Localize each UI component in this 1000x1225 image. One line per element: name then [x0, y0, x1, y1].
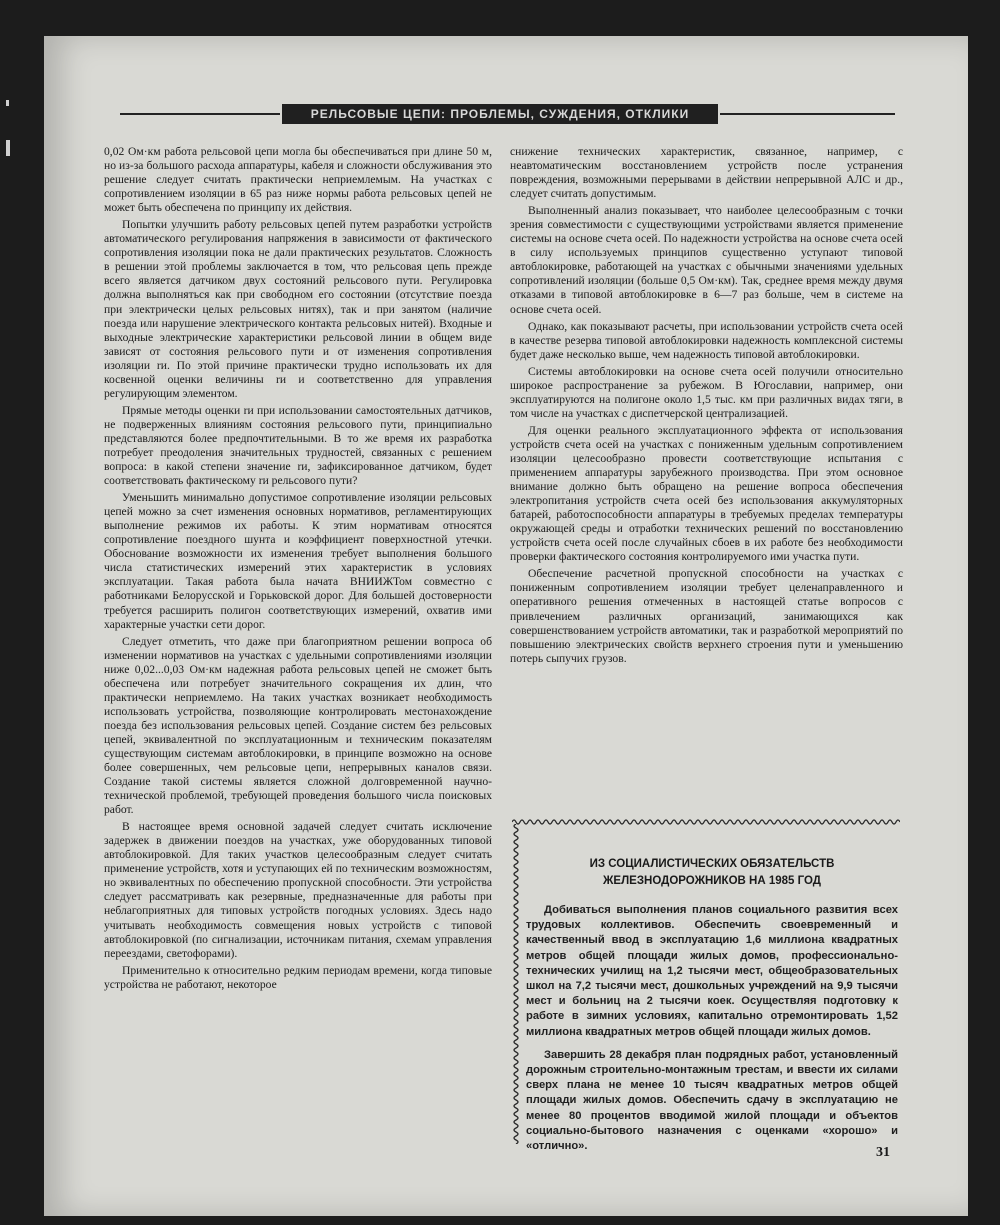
inset-title-line: ЖЕЛЕЗНОДОРОЖНИКОВ НА 1985 ГОД [603, 875, 821, 887]
right-text-column [510, 145, 903, 669]
paragraph: Попытки улучшить работу рельсовых цепей путем разработки устройств автоматического регулирования напряжения в зависимости от фактического сопротивления изоляции пока не дали практических результатов. Сложность в решении этой проблемы заключается в том, что рельсовая цепь прежде всего является датчиком двух состояний рельсового пути. Регулировка должна выполняться как при свободном его состоянии (отсутствие поезда при электрически целых рельсовых нитях), так и при занятом (наличие поезда или нарушение электрического контакта рельсовых нитей). Входные и выходные электрические характеристики рельсовой линии в общем виде зависят от состояния рельсового пути и от изменения сопротивления изоляции rи. По этой причине практически трудно использовать их для косвенной оценки величины rи и соответственно для управления регулирующим элементом. [104, 218, 492, 400]
paragraph: Системы автоблокировки на основе счета осей получили относительно широкое распространение за рубежом. В Югославии, например, они эксплуатируются на полигоне около 1,5 тыс. км при различных видах тяги, в том числе на участках с диспетчерской централизацией. [510, 364, 903, 420]
running-title: РЕЛЬСОВЫЕ ЦЕПИ: ПРОБЛЕМЫ, СУЖДЕНИЯ, ОТКЛИКИ [282, 104, 718, 124]
paragraph: Обеспечение расчетной пропускной способности на участках с пониженным сопротивлением изоляции требует целенаправленного и оперативного решения отмеченных в настоящей статье вопросов с привлечением различных организаций, занимающихся как совершенствованием устройств автоматики, так и разработкой мероприятий по повышению электрических свойств верхнего строения пути и уменьшению потерь сыпучих грузов. [510, 567, 903, 665]
inset-paragraph: Добиваться выполнения планов социального развития всех трудовых коллективов. Обеспечить своевременный и качественный ввод в эксплуатацию 1,6 миллиона квадратных метров общей площади жилых домов, профессионально-технических училищ на 1,2 тысячи мест, общеобразовательных школ на 7,2 тысячи мест, дошкольных учреждений на 9,9 тысячи мест и больниц на 2 тысячи коек. Осуществляя подготовку к работе в зимних условиях, капитально отремонтировать 1,52 миллиона квадратных метров общей площади жилых домов. [526, 904, 898, 1038]
paragraph: Применительно к относительно редким периодам времени, когда типовые устройства не работают, некоторое [104, 963, 492, 991]
margin-mark [6, 100, 9, 106]
paragraph: Уменьшить минимально допустимое сопротивление изоляции рельсовых цепей можно за счет изменения основных нормативов, регламентирующих выполнение режимов их работы. К этим нормативам относятся сопротивление поездного шунта и коэффициент поверхностной утечки. Обоснование возможности их изменения требует выполнения большого числа статистических измерений этих характеристик в условиях эксплуатации. Такая работа была начата ВНИИЖТом совместно с работниками Белорусской и Горьковской дорог. Для большей достоверности требуется расширить полигон соответствующих измерений, охватив ими характерные участки сети дорог. [104, 491, 492, 631]
inset-title [532, 856, 892, 890]
left-text-column [104, 145, 492, 995]
paragraph: Прямые методы оценки rи при использовании самостоятельных датчиков, не подверженных влияниям состояния рельсового пути, принципиально представляются более предпочтительными. В то же время их разработка потребует преодоления значительных трудностей, связанных с решением вопроса: в какой степени значение rи, зафиксированное датчиком, будет соответствовать фактическому rи рельсового пути? [104, 403, 492, 488]
paragraph: Для оценки реального эксплуатационного эффекта от использования устройств счета осей на участках с пониженным удельным сопротивлением изоляции целесообразно провести соответствующие испытания с применением аппаратуры зарубежного производства. При этом основное внимание должно быть обращено на решение вопроса обеспечения электропитания устройств счета осей без использования аккумуляторных батарей, работоспособности аппаратуры в требуемых пределах температуры окружающей среды и отработки технических решений по восстановлению устройств счета осей после случайных сбоев в их работе без необходимости проверки фактического состояния контролируемого ими участка пути. [510, 423, 903, 564]
header-rule-left [120, 113, 280, 115]
paragraph: 0,02 Ом·км работа рельсовой цепи могла бы обеспечиваться при длине 50 м, но из-за большого расхода аппаратуры, кабеля и сложности обслуживания это решение следует считать практически неприемлемым. На участках с сопротивлением изоляции в 65 раз ниже нормы работа рельсовых цепей не может быть обеспечена по принципу их действия. [104, 145, 492, 215]
paragraph: Однако, как показывают расчеты, при использовании устройств счета осей в качестве резерва типовой автоблокировки надежность комплексной системы будет даже несколько выше, чем надежность типовой автоблокировки. [510, 319, 903, 361]
page-number: 31 [876, 1145, 890, 1160]
wavy-border-left [512, 824, 520, 1144]
margin-mark [6, 140, 10, 156]
paragraph: Выполненный анализ показывает, что наиболее целесообразным с точки зрения совместимости с существующими устройствами является применение системы на основе счета осей. По надежности устройства на основе счета осей в силу используемых принципов существенно уступают типовой автоблокировке, работающей на участках с обычными значениями удельных сопротивлений изоляции (больше 0,5 Ом·км). Так, среднее время между двумя отказами в типовой автоблокировке в 6—7 раз больше, чем в системе на основе счета осей. [510, 204, 903, 316]
paragraph: снижение технических характеристик, связанное, например, с неавтоматическим восстановлением устройств после устранения повреждения, возможными перерывами в действии непрерывной АЛС и др., следует считать допустимым. [510, 145, 903, 201]
inset-paragraph: Завершить 28 декабря план подрядных работ, установленный дорожным строительно-монтажным трестам, и ввести их силами сверх плана не менее 10 тысяч квадратных метров общей площади жилых домов. Обеспечить сдачу в эксплуатацию не менее 80 процентов вводимой жилой площади и объектов социально-бытового назначения с оценками «хорошо» и «отлично». [526, 1048, 898, 1153]
paragraph: В настоящее время основной задачей следует считать исключение задержек в движении поездов на участках, уже оборудованных типовой автоблокировкой. Для таких участков целесообразным следует считать применение устройств, хотя и уступающих ей по техническим возможностям, но эквивалентных по обеспечению пропускной способности. Эти устройства следует рассматривать как резервные, предназначенные для работы при неблагоприятных для типовых устройств погодных условиях. Здесь надо учитывать необходимость совмещения новых устройств с типовой автоблокировкой (по сигнализации, источникам питания, схемам управления переездами, светофорами). [104, 820, 492, 960]
paragraph: Следует отметить, что даже при благоприятном решении вопроса об изменении нормативов на участках с удельными сопротивлениями изоляции ниже 0,02...0,03 Ом·км надежная работа рельсовых цепей не сможет быть обеспечена или потребует значительного сокращения их длин, что практически неприемлемо. На таких участках возникает необходимость использовать устройства, позволяющие контролировать местонахождение поезда без использования рельсовых цепей. Создание систем без рельсовых цепей, эквивалентной по эксплуатационным и техническим показателям существующим системам автоблокировки, в принципе возможно на основе более совершенных, чем рельсовые цепи, непрерывных каналов связи. Создание такой системы является сложной долговременной научно-технической проблемой, требующей проведения большого числа поисковых работ. [104, 634, 492, 817]
header-rule-right [720, 113, 895, 115]
inset-body [526, 903, 898, 1162]
social-obligations-inset [512, 818, 900, 1158]
inset-title-line: ИЗ СОЦИАЛИСТИЧЕСКИХ ОБЯЗАТЕЛЬСТВ [589, 858, 835, 870]
wavy-border-top [512, 818, 900, 826]
